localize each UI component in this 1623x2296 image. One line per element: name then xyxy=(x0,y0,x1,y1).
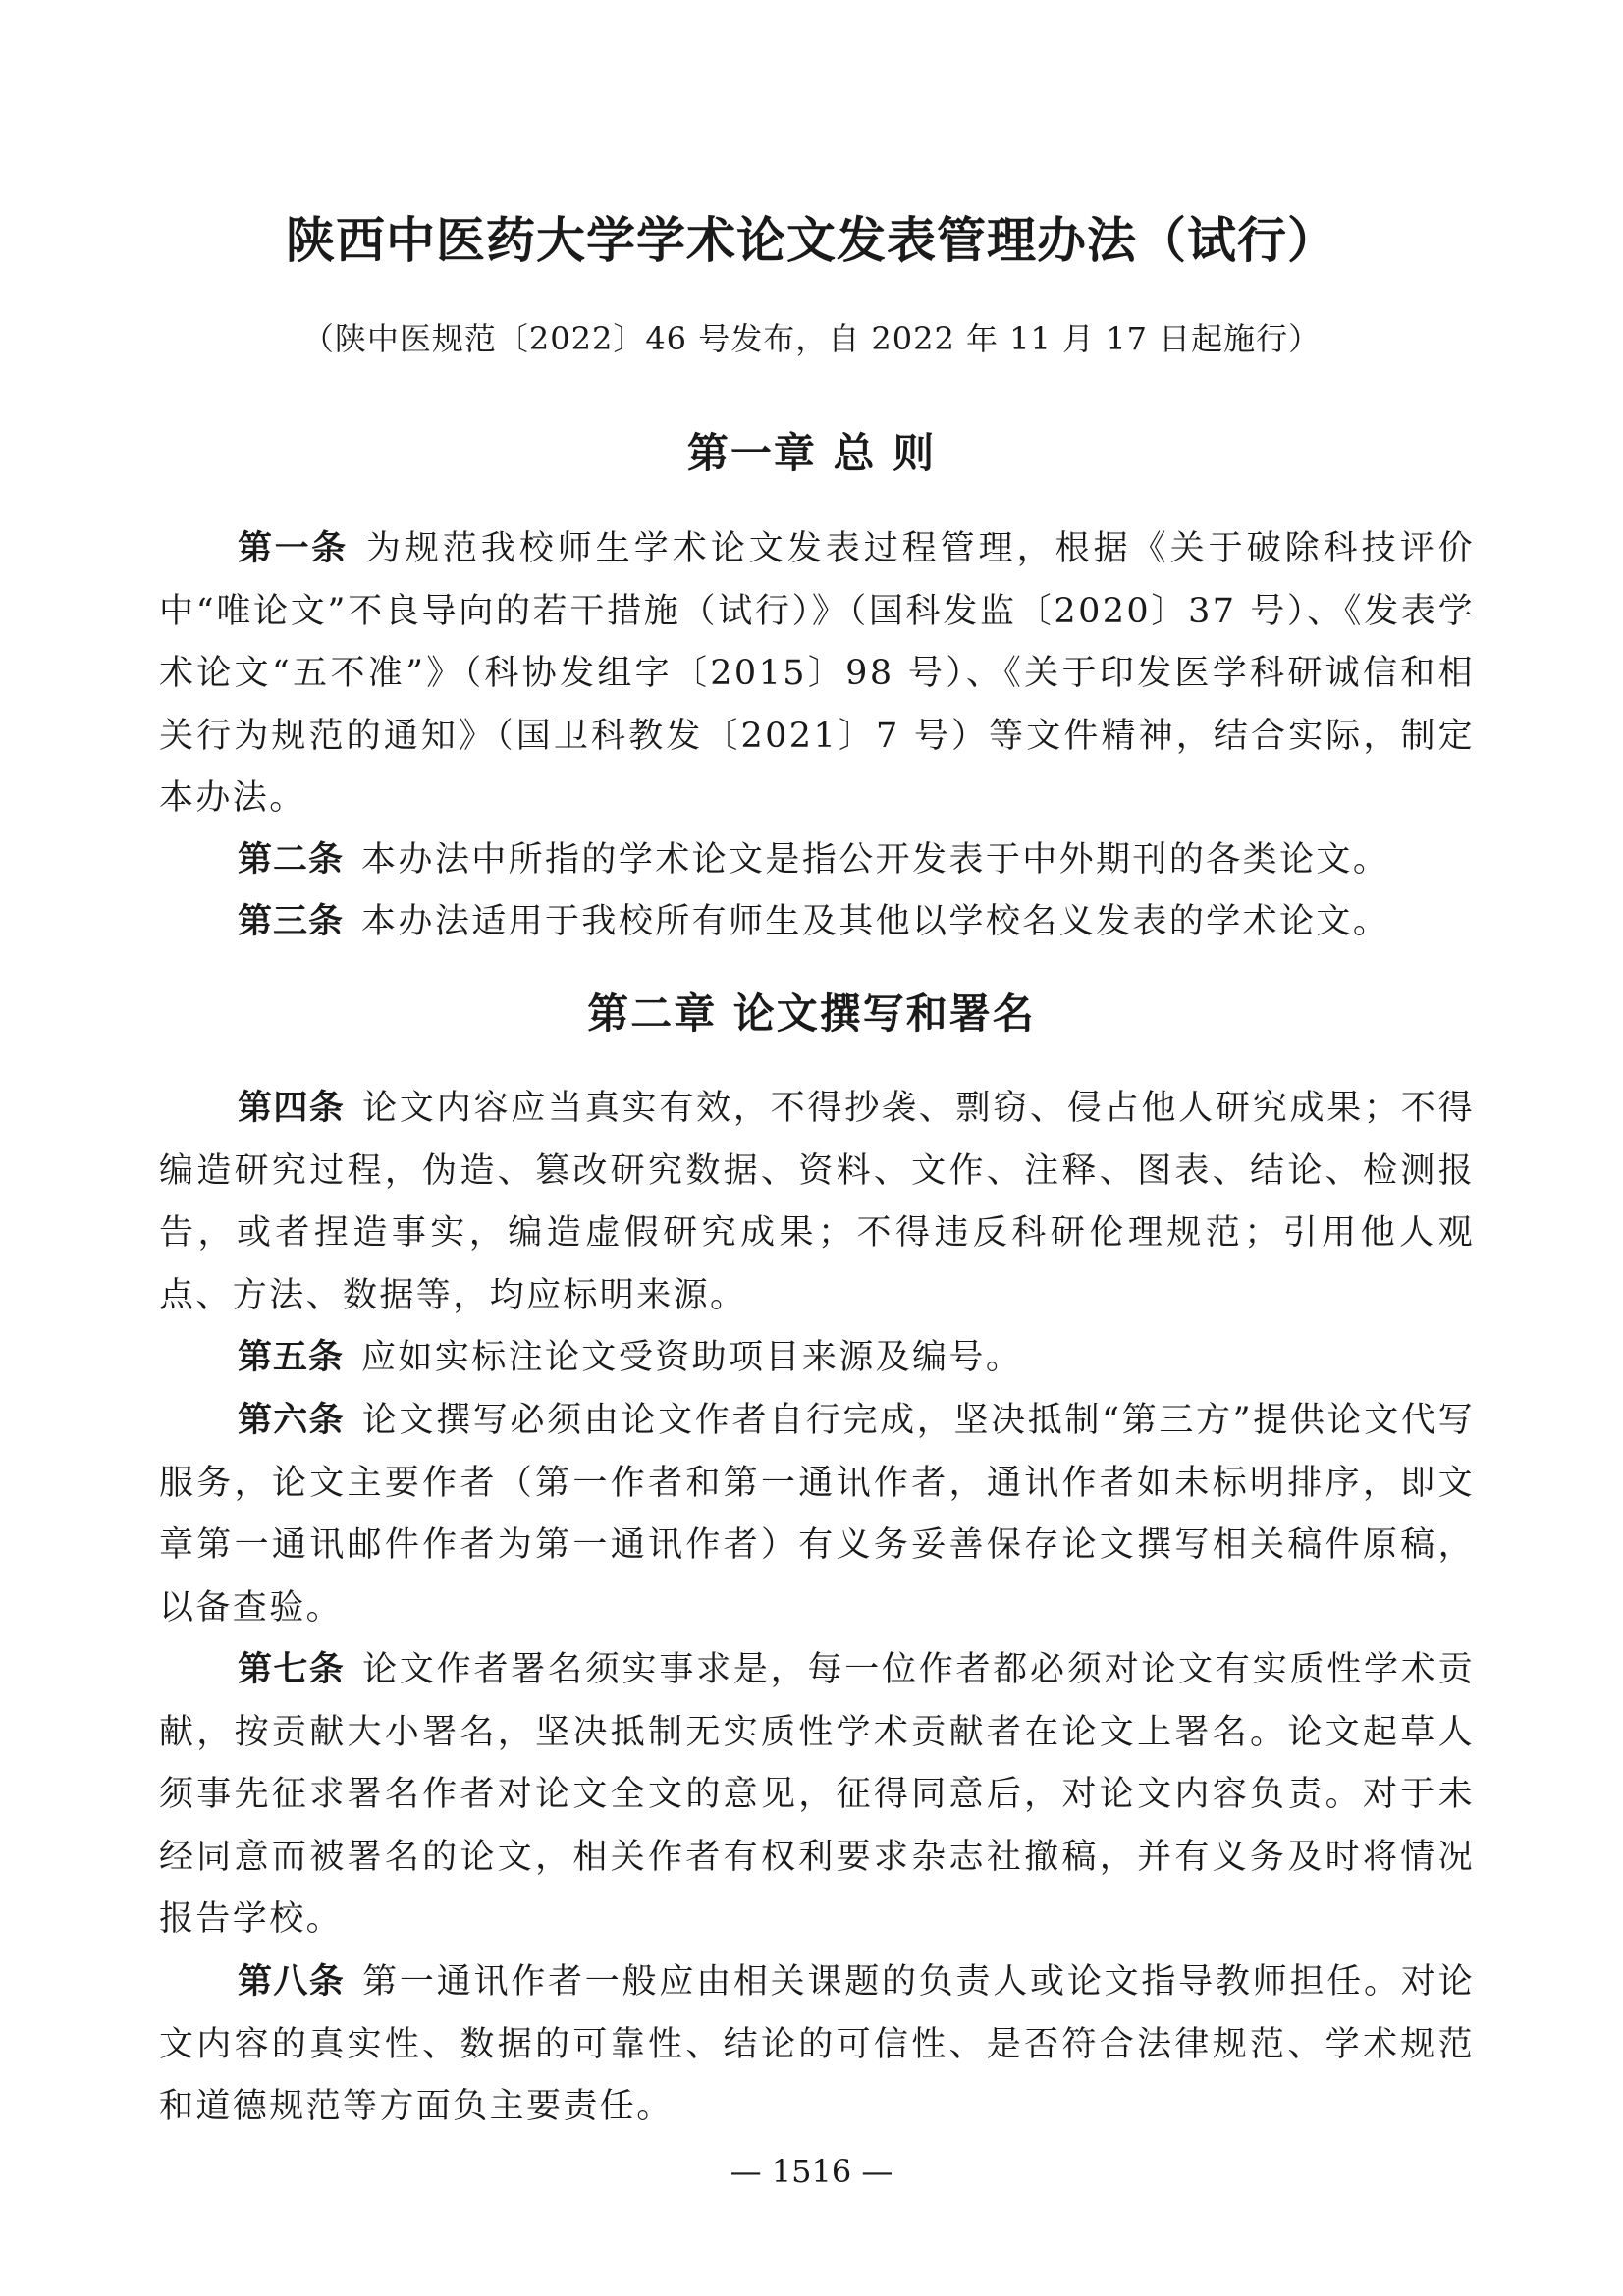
article-text: 为规范我校师生学术论文发表过程管理，根据《关于破除科技评价中“唯论文”不良导向的若干措施（试行）》（国科发监〔2020〕37 号）、《发表学术论文“五不准”》（科协发组字〔2015〕98 号）、《关于印发医学科研诚信和相关行为规范的通知》（国卫科教发〔2021〕7 号）等文件精神，结合实际，制定本办法。 xyxy=(159,529,1475,818)
document-subtitle: （陕中医规范〔2022〕46 号发布，自 2022 年 11 月 17 日起施行） xyxy=(301,320,1322,357)
article-text: 论文撰写必须由论文作者自行完成，坚决抵制“第三方”提供论文代写服务，论文主要作者（第一作者和第一通讯作者，通讯作者如未标明排序，即文章第一通讯邮件作者为第一通讯作者）有义务妥善保存论文撰写相关稿件原稿，以备查验。 xyxy=(159,1401,1475,1628)
article-label: 第四条 xyxy=(238,1089,346,1128)
article-text: 应如实标注论文受资助项目来源及编号。 xyxy=(361,1338,1023,1377)
article-label: 第七条 xyxy=(238,1650,346,1689)
article-text: 本办法适用于我校所有师生及其他以学校名义发表的学术论文。 xyxy=(361,902,1390,941)
article-label: 第二条 xyxy=(238,840,345,880)
chapter-heading-1: 第一章 总 则 xyxy=(686,429,937,477)
article-5 xyxy=(159,1327,1475,1390)
article-1 xyxy=(159,518,1475,830)
article-label: 第八条 xyxy=(238,1962,346,2002)
article-6 xyxy=(159,1390,1475,1639)
page-number: — 1516 — xyxy=(730,2153,893,2190)
article-4 xyxy=(159,1078,1475,1327)
article-text: 第一通讯作者一般应由相关课题的负责人或论文指导教师担任。对论文内容的真实性、数据的可靠性、结论的可信性、是否符合法律规范、学术规范和道德规范等方面负主要责任。 xyxy=(159,1962,1475,2126)
article-label: 第五条 xyxy=(238,1338,345,1377)
article-text: 论文内容应当真实有效，不得抄袭、剽窃、侵占他人研究成果；不得编造研究过程，伪造、篡改研究数据、资料、文作、注释、图表、结论、检测报告，或者捏造事实，编造虚假研究成果；不得违反科研伦理规范；引用他人观点、方法、数据等，均应标明来源。 xyxy=(159,1089,1475,1315)
document-title: 陕西中医药大学学术论文发表管理办法（试行） xyxy=(286,212,1337,269)
chapter-heading-2: 第二章 论文撰写和署名 xyxy=(587,989,1036,1038)
article-text: 论文作者署名须实事求是，每一位作者都必须对论文有实质性学术贡献，按贡献大小署名，坚决抵制无实质性学术贡献者在论文上署名。论文起草人须事先征求署名作者对论文全文的意见，征得同意后，对论文内容负责。对于未经同意而被署名的论文，相关作者有权利要求杂志社撤稿，并有义务及时将情况报告学校。 xyxy=(159,1650,1475,1939)
article-label: 第六条 xyxy=(238,1401,345,1440)
article-text: 本办法中所指的学术论文是指公开发表于中外期刊的各类论文。 xyxy=(361,840,1390,880)
article-label: 第三条 xyxy=(238,902,345,941)
article-3 xyxy=(159,891,1475,954)
article-7 xyxy=(159,1639,1475,1951)
article-2 xyxy=(159,829,1475,892)
article-8 xyxy=(159,1951,1475,2139)
article-label: 第一条 xyxy=(238,529,349,568)
